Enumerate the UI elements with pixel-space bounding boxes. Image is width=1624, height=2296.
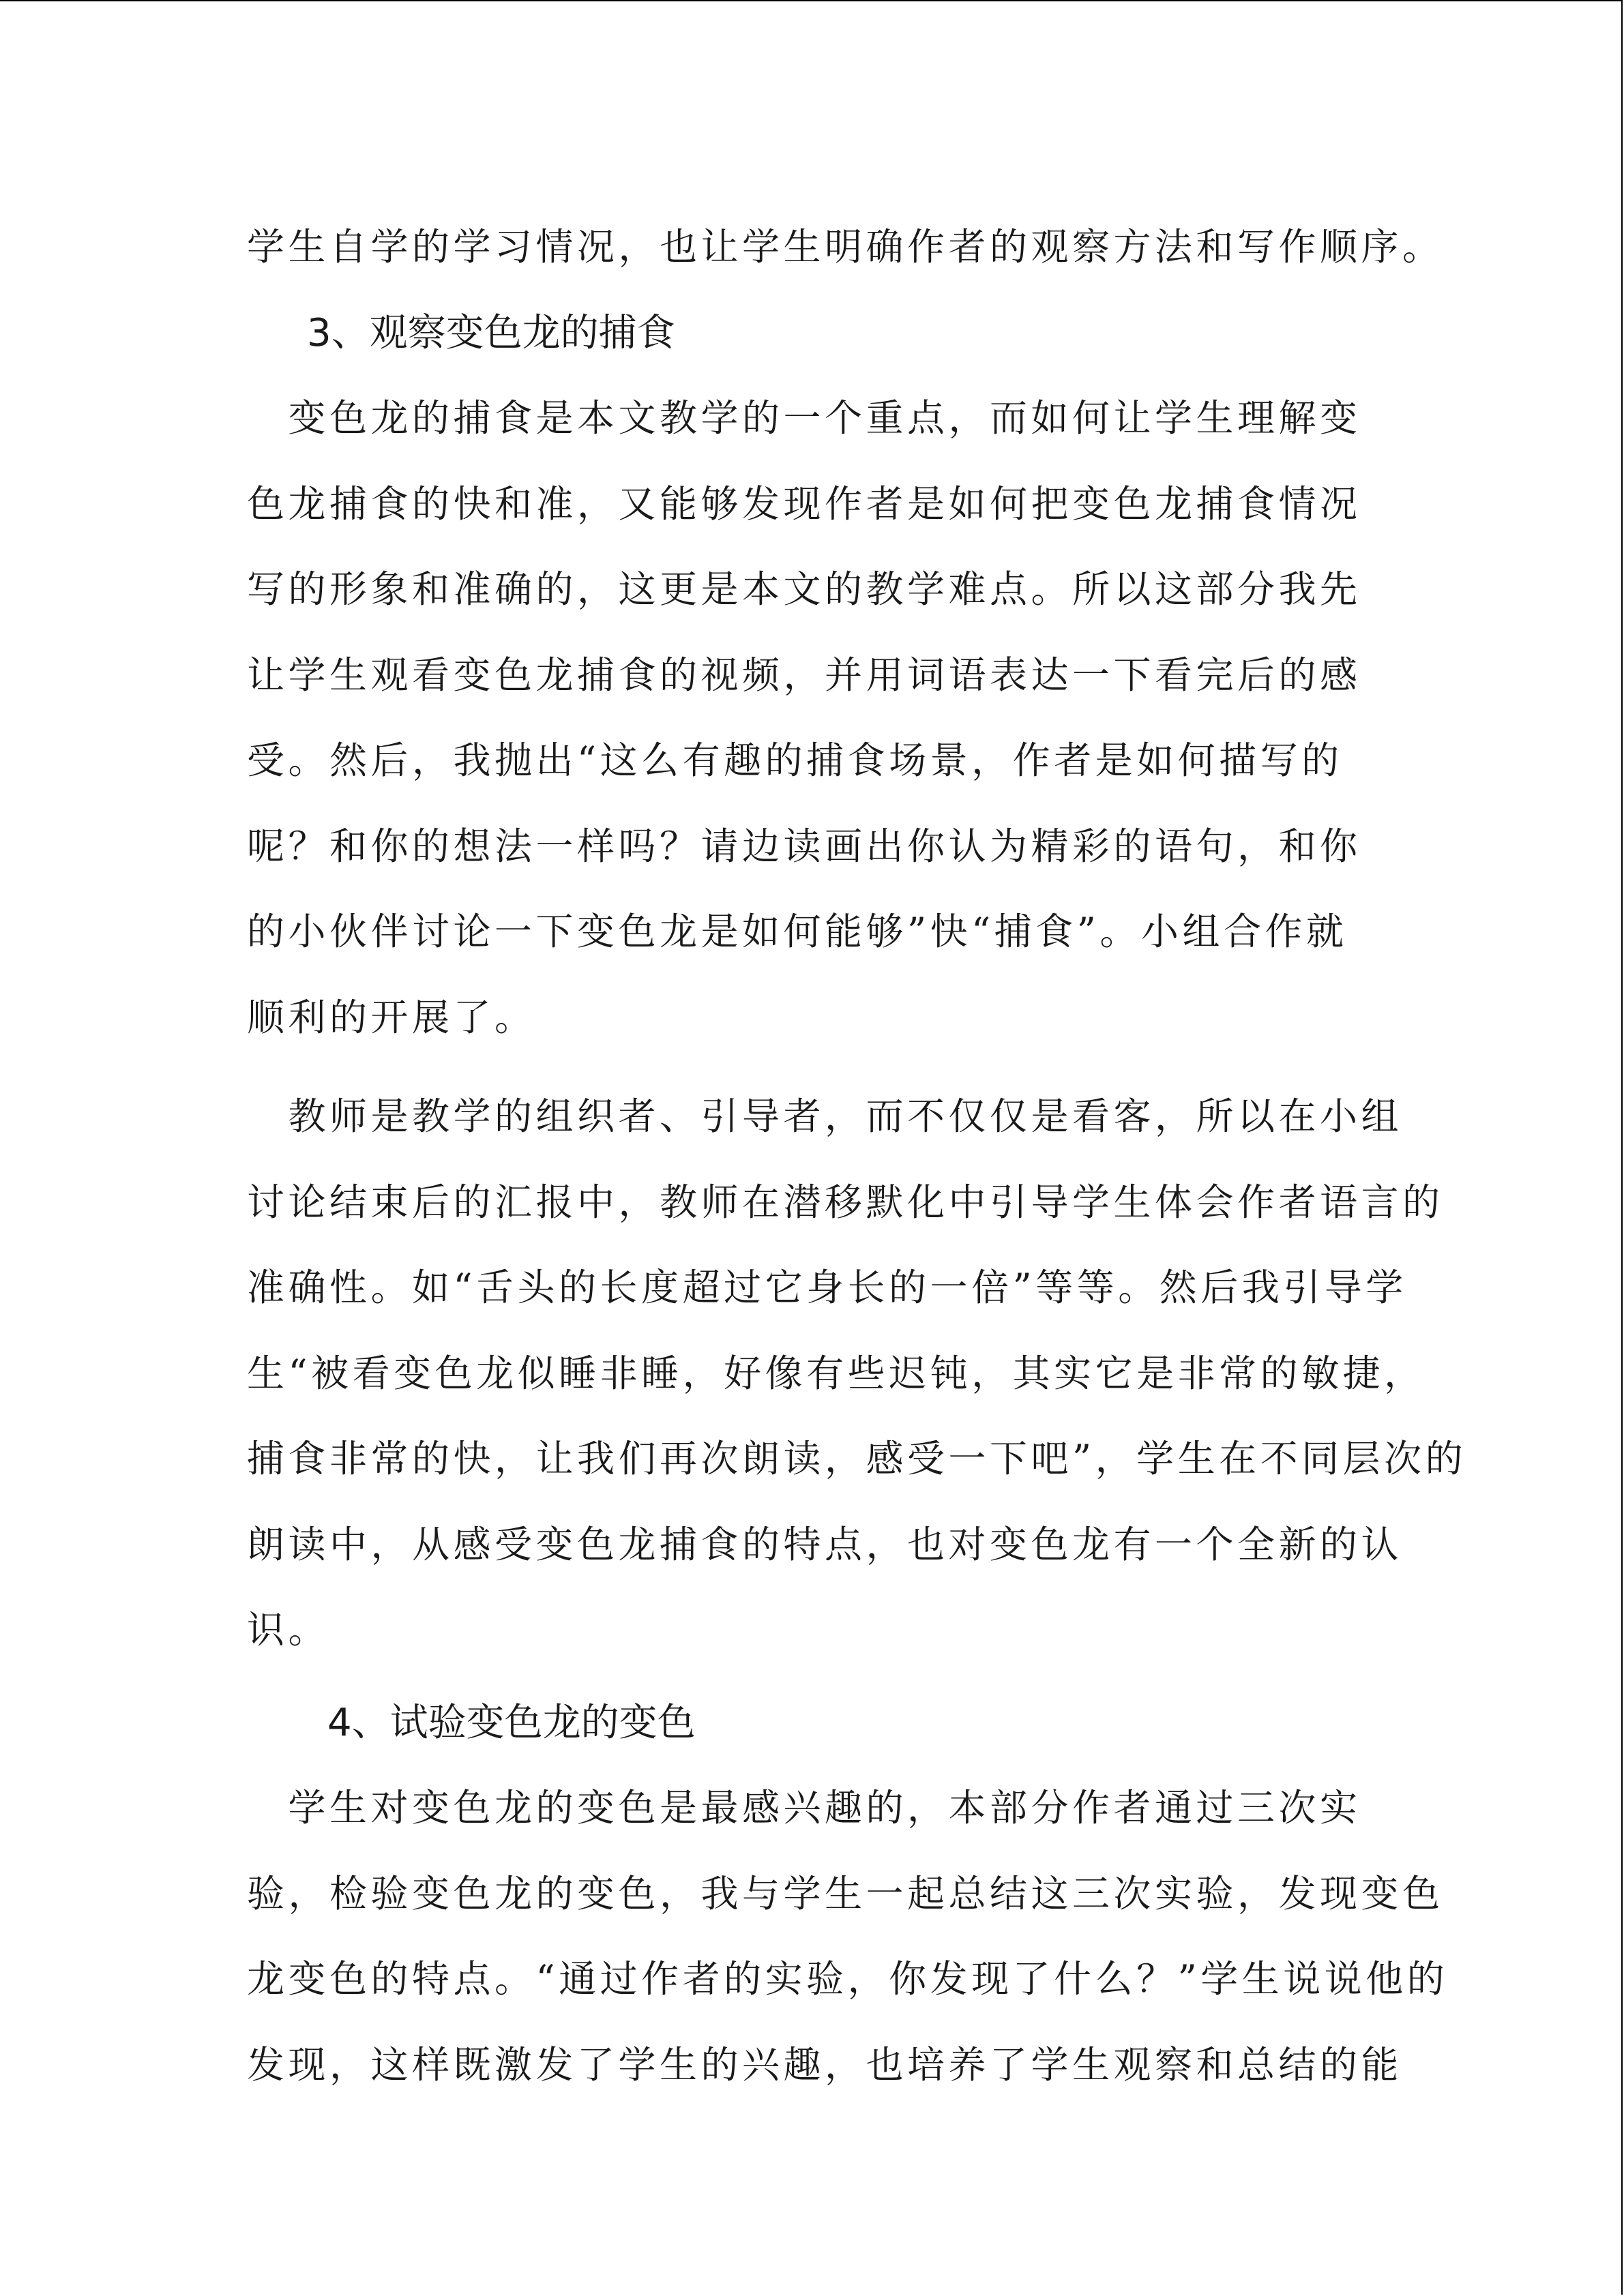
paragraph-color-change (247, 1765, 1449, 2108)
text-line: 让学生观看变色龙捕食的视频，并用词语表达一下看完后的感 (247, 653, 1361, 697)
text-line: 朗读中，从感受变色龙捕食的特点，也对变色龙有一个全新的认 (247, 1522, 1403, 1566)
text-line: 验，检验变色龙的变色，我与学生一起总结这三次实验，发现变色 (247, 1871, 1444, 1915)
text-line: 受。然后，我抛出“这么有趣的捕食场景，作者是如何描写的 (247, 739, 1343, 782)
text-line: 发现，这样既激发了学生的兴趣，也培养了学生观察和总结的能 (247, 2042, 1403, 2087)
paragraph-predation (247, 376, 1379, 1060)
text-line: 呢？和你的想法一样吗？请边读画出你认为精彩的语句，和你 (247, 824, 1361, 868)
text-line: 讨论结束后的汇报中，教师在潜移默化中引导学生体会作者语言的 (247, 1180, 1444, 1224)
paragraph-teacher-role (247, 1074, 1467, 1673)
text-line: 龙变色的特点。“通过作者的实验，你发现了什么？”学生说说他的 (247, 1957, 1449, 2001)
paragraph-intro (247, 205, 1444, 290)
text-line: 生“被看变色龙似睡非睡，好像有些迟钝，其实它是非常的敏捷， (247, 1351, 1426, 1395)
text-line: 色龙捕食的快和准，又能够发现作者是如何把变色龙捕食情况 (247, 481, 1361, 526)
text-line: 准确性。如“舌头的长度超过它身长的一倍”等等。然后我引导学 (247, 1266, 1407, 1309)
section-heading-4: 4、试验变色龙的变色 (327, 1700, 696, 1745)
text-line: 捕食非常的快，让我们再次朗读，感受一下吧”，学生在不同层次的 (247, 1437, 1467, 1480)
text-line: 变色龙的捕食是本文教学的一个重点，而如何让学生理解变 (247, 396, 1361, 440)
section-heading-3: 3、观察变色龙的捕食 (307, 310, 675, 355)
text-line: 写的形象和准确的，这更是本文的教学难点。所以这部分我先 (247, 567, 1361, 611)
text-line: 的小伙伴讨论一下变色龙是如何能够”快“捕食”。小组合作就 (247, 910, 1348, 953)
text-line: 识。 (247, 1608, 330, 1652)
text-line: 教师是教学的组织者、引导者，而不仅仅是看客，所以在小组 (247, 1094, 1403, 1138)
text-line: 顺利的开展了。 (247, 995, 536, 1039)
text-line: 学生对变色龙的变色是最感兴趣的，本部分作者通过三次实 (247, 1786, 1361, 1830)
document-body (247, 205, 1467, 2108)
text-line: 学生自学的学习情况，也让学生明确作者的观察方法和写作顺序。 (247, 225, 1444, 269)
